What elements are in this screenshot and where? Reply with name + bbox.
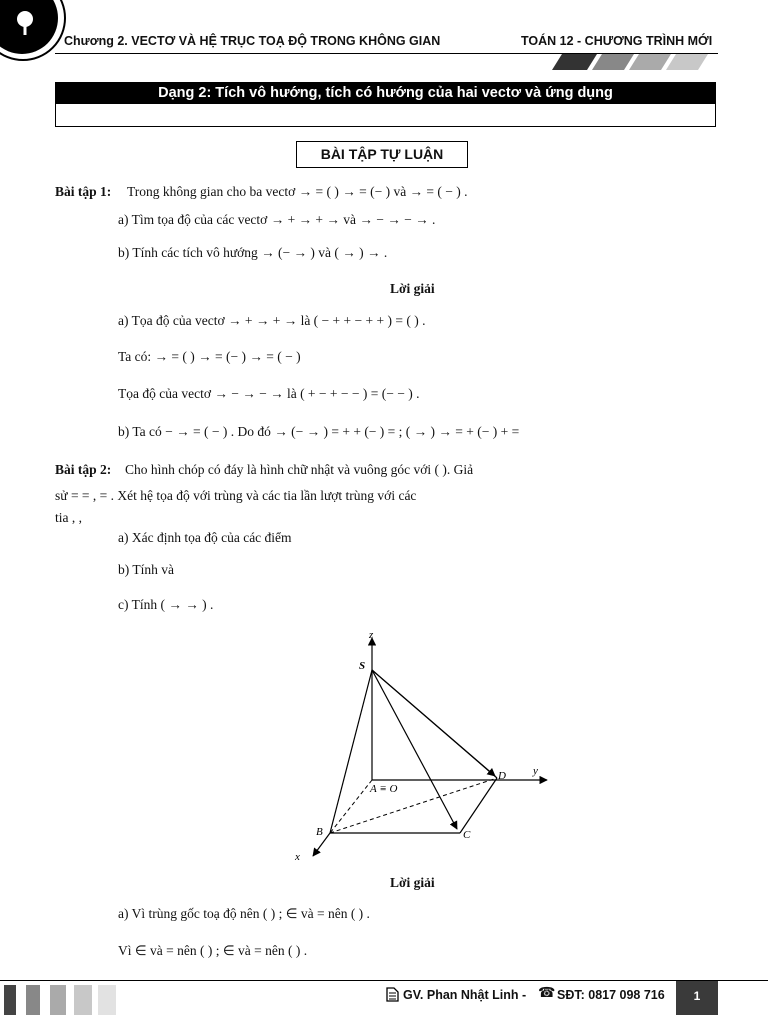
ex2-line2: sử = = , = . Xét hệ tọa độ với trùng và các tia lần lượt trùng với các — [55, 488, 417, 503]
sol1-part-b: b) Ta có − → = ( − ) . Do đó → (− → ) = + + (− ) = ; ( → ) → = + (− ) + = — [118, 424, 520, 439]
ex2-line3: tia , , — [55, 510, 82, 525]
sol2-line2: Vì ∈ và = nên ( ) ; ∈ và = nên ( ) . — [118, 943, 308, 958]
page-number: 1 — [693, 989, 701, 1003]
edge-sc — [372, 670, 457, 829]
topic-title-box — [55, 104, 716, 127]
ex1-intro: Trong không gian cho ba vectơ → = ( ) → = (− ) và → = ( − ) . — [127, 184, 468, 199]
sol2-line1: a) Vì trùng gốc toạ độ nên ( ) ; ∈ và = nên ( ) . — [118, 906, 370, 921]
sol1-taco: Ta có: → = ( ) → = (− ) → = ( − ) — [118, 349, 301, 364]
edge-sa-d — [372, 670, 495, 776]
ex2-part-c: c) Tính ( → → ) . — [118, 597, 214, 612]
ex1-label: Bài tập 1: — [55, 184, 112, 199]
header-chapter: Chương 2. VECTƠ VÀ HỆ TRỤC TOẠ ĐỘ TRONG KHÔNG GIAN — [64, 34, 441, 48]
footer-rule — [0, 980, 768, 981]
pyramid-figure — [285, 628, 565, 868]
ex2-label: Bài tập 2: — [55, 462, 112, 477]
label-ao: A ≡ O — [370, 783, 398, 795]
label-x: x — [295, 851, 300, 863]
sol1-part-a: a) Tọa độ của vectơ → + → + → là ( − + + − + + ) = ( ) . — [118, 313, 426, 328]
footer-swatch-3 — [50, 985, 66, 1015]
header-course: TOÁN 12 - CHƯƠNG TRÌNH MỚI — [521, 34, 713, 48]
topic-title: Dạng 2: Tích vô hướng, tích có hướng của hai vectơ và ứng dụng — [55, 82, 716, 104]
section-heading: BÀI TẬP TỰ LUẬN — [296, 141, 468, 168]
footer-teacher: GV. Phan Nhật Linh - — [403, 988, 527, 1002]
ex1-part-b: b) Tính các tích vô hướng → (− → ) và ( → ) → . — [118, 245, 388, 260]
edge-bd — [330, 778, 497, 833]
phone-icon: ☎ — [538, 985, 556, 1001]
ex2-part-a: a) Xác định tọa độ của các điểm — [118, 530, 292, 545]
edge-sb — [330, 670, 372, 833]
label-y: y — [533, 765, 538, 777]
label-s: S — [359, 660, 366, 672]
ex1-part-a: a) Tìm tọa độ của các vectơ → + → + → và → − → − → . — [118, 212, 436, 227]
footer-swatch-1 — [4, 985, 16, 1015]
solution1-title: Lời giải — [390, 281, 435, 296]
edge-cd — [460, 778, 497, 833]
footer-swatch-4 — [74, 985, 92, 1015]
footer-swatch-5 — [98, 985, 116, 1015]
ex2-line1: Cho hình chóp có đáy là hình chữ nhật và vuông góc với ( ). Giả — [125, 462, 474, 477]
footer-phone: SĐT: 0817 098 716 — [557, 988, 665, 1002]
document-icon — [386, 987, 399, 1002]
footer-swatch-2 — [26, 985, 40, 1015]
label-c: C — [463, 829, 471, 841]
ex2-part-b: b) Tính và — [118, 562, 174, 577]
solution2-title: Lời giải — [390, 875, 435, 890]
label-b: B — [316, 826, 323, 838]
sol1-toado: Tọa độ của vectơ → − → − → là ( + − + − − ) = (− − ) . — [118, 386, 420, 401]
label-d: D — [498, 770, 506, 782]
page-number-box — [676, 981, 718, 1015]
header-arc — [0, 0, 66, 61]
label-z: z — [369, 629, 374, 641]
header-stripes — [552, 54, 722, 72]
